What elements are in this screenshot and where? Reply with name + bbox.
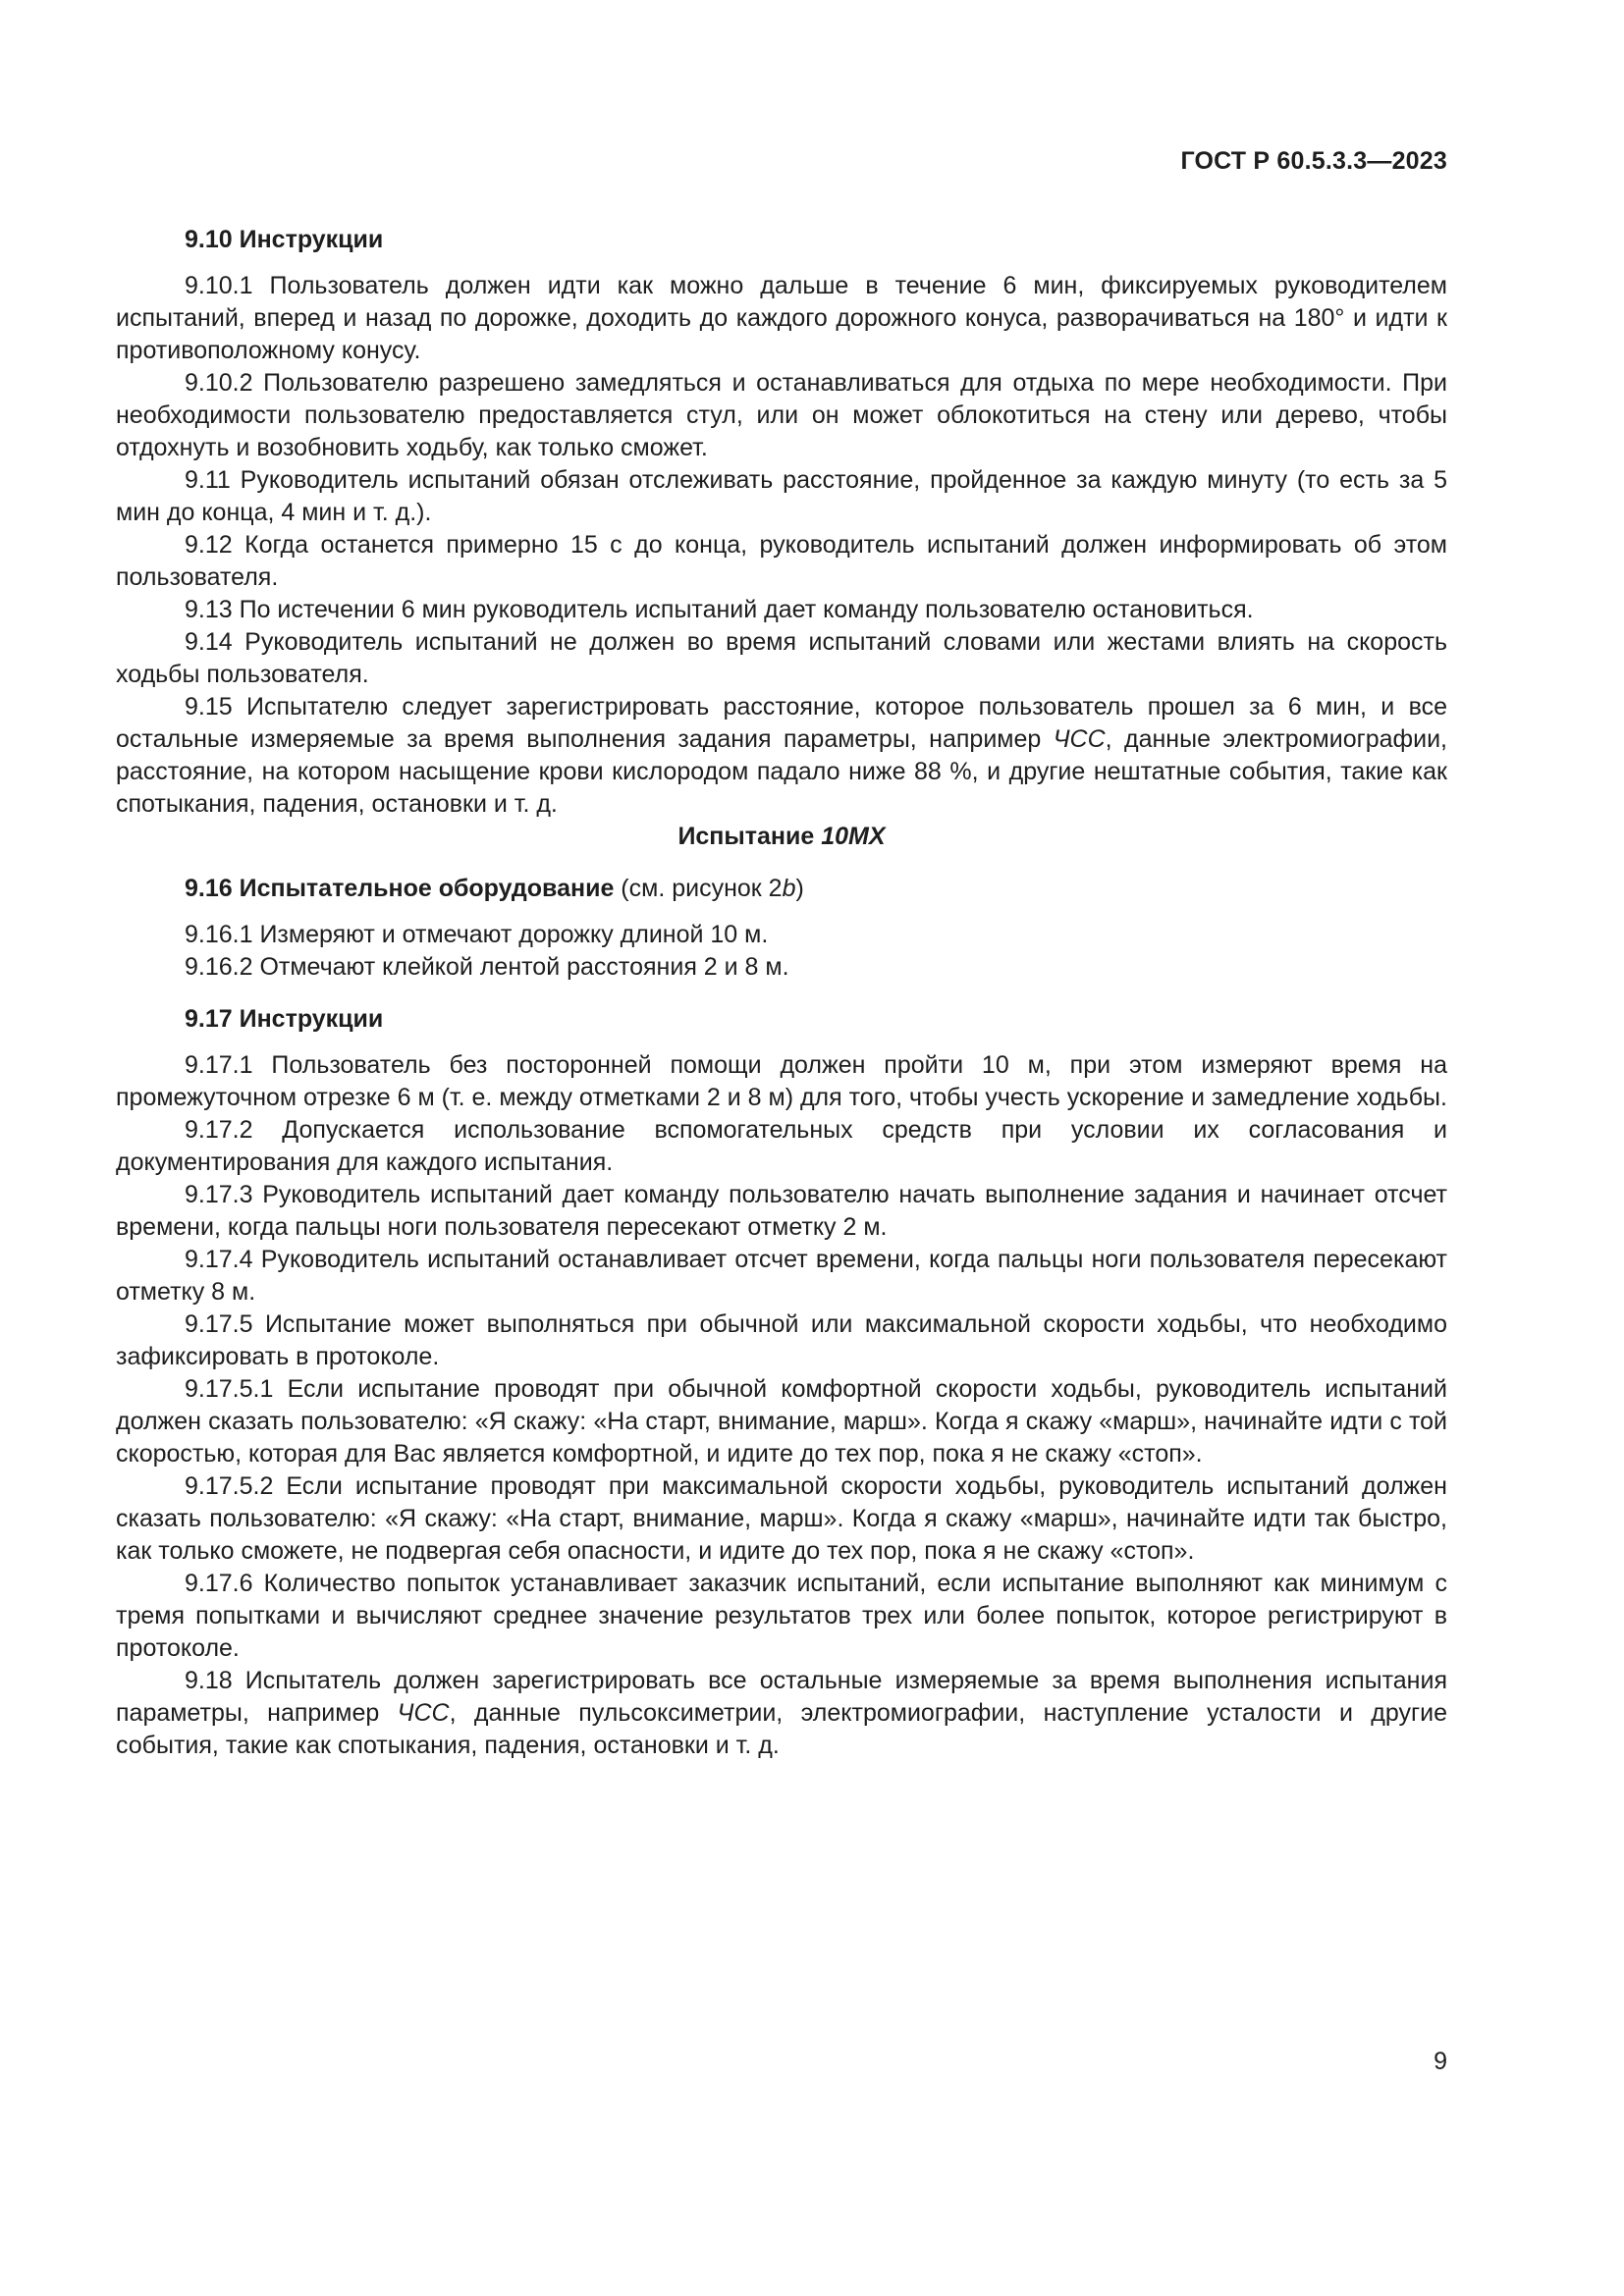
heading-9-16 [116,873,1447,905]
paragraph-9-16-1: 9.16.1 Измеряют и отмечают дорожку длиной 10 м. [185,921,769,948]
paragraph-9-13: 9.13 По истечении 6 мин руководитель испытаний дает команду пользователю остановиться. [185,596,1254,623]
paragraph-9-10-2: 9.10.2 Пользователю разрешено замедляться и останавливаться для отдыха по мере необходимости. При необходимости пользователю предоставляется стул, или он может облокотиться на стену или дерево, чтобы отдохнуть и возобновить ходьбу, как только сможет. [116,369,1447,461]
paragraph-9-17-1: 9.17.1 Пользователь без посторонней помощи должен пройти 10 м, при этом измеряют время на промежуточном отрезке 6 м (т. е. между отметками 2 и 8 м) для того, чтобы учесть ускорение и замедление ходьбы. [116,1051,1447,1111]
test-title-italic: 10МХ [821,823,886,850]
paragraph-9-12: 9.12 Когда останется примерно 15 с до конца, руководитель испытаний должен информировать об этом пользователя. [116,531,1447,591]
paragraph-9-17-4: 9.17.4 Руководитель испытаний останавливает отсчет времени, когда пальцы ноги пользователя пересекают отметку 8 м. [116,1246,1447,1306]
page-number: 9 [1434,2048,1447,2075]
paragraph-9-18-part1: 9.18 Испытатель должен зарегистрировать все остальные измеряемые за время выполнения испытания параметры, например [116,1667,1447,1727]
document-code-header: ГОСТ Р 60.5.3.3—2023 [1180,147,1447,175]
heading-9-16-bold: 9.16 Испытательное оборудование [185,875,615,902]
paragraph-9-18-part2: , данные пульсоксиметрии, электромиографии, наступление усталости и другие события, такие как спотыкания, падения, остановки и т. д. [116,1699,1447,1759]
document-page [116,0,1447,2296]
paragraph-9-16-2: 9.16.2 Отмечают клейкой лентой расстояния 2 и 8 м. [185,953,789,981]
paragraph-9-15-italic: ЧСС [1053,725,1106,753]
heading-9-16-ref-before: (см. рисунок 2 [614,875,783,902]
paragraph-9-17-5-2: 9.17.5.2 Если испытание проводят при максимальной скорости ходьбы, руководитель испытаний должен сказать пользователю: «Я скажу: «На старт, внимание, марш». Когда я скажу «марш», начинайте идти так быстро, как только сможете, не подвергая себя опасности, и идите до тех пор, пока я не скажу «стоп». [116,1472,1447,1565]
heading-9-17: 9.17 Инструкции [185,1005,384,1033]
paragraph-9-11: 9.11 Руководитель испытаний обязан отслеживать расстояние, пройденное за каждую минуту (то есть за 5 мин до конца, 4 мин и т. д.). [116,466,1447,526]
paragraph-9-15-part1: 9.15 Испытателю следует зарегистрировать расстояние, которое пользователь прошел за 6 мин, и все остальные измеряемые за время выполнения задания параметры, например [116,693,1447,753]
paragraph-9-17-3: 9.17.3 Руководитель испытаний дает команду пользователю начать выполнение задания и начинает отсчет времени, когда пальцы ноги пользователя пересекают отметку 2 м. [116,1181,1447,1241]
paragraph-9-18 [116,1665,1447,1762]
paragraph-9-14: 9.14 Руководитель испытаний не должен во время испытаний словами или жестами влиять на скорость ходьбы пользователя. [116,628,1447,688]
document-body [116,224,1447,1762]
paragraph-9-17-6: 9.17.6 Количество попыток устанавливает заказчик испытаний, если испытание выполняют как минимум с тремя попытками и вычисляют среднее значение результатов трех или более попыток, которое регистрируют в протоколе. [116,1570,1447,1662]
heading-9-16-ref-italic: b [782,875,796,902]
heading-9-16-ref-after: ) [795,875,804,902]
paragraph-9-15-part2: , данные электромиографии, расстояние, на котором насыщение крови кислородом падало ниже 88 %, и другие нештатные события, такие как спотыкания, падения, остановки и т. д. [116,725,1447,818]
paragraph-9-17-2: 9.17.2 Допускается использование вспомогательных средств при условии их согласования и документирования для каждого испытания. [116,1116,1447,1176]
paragraph-9-10-1: 9.10.1 Пользователь должен идти как можно дальше в течение 6 мин, фиксируемых руководителем испытаний, вперед и назад по дорожке, доходить до каждого дорожного конуса, разворачиваться на 180° и идти к противоположному конусу. [116,272,1447,364]
test-section-title [116,821,1447,853]
paragraph-9-15 [116,691,1447,821]
paragraph-9-17-5: 9.17.5 Испытание может выполняться при обычной или максимальной скорости ходьбы, что необходимо зафиксировать в протоколе. [116,1310,1447,1370]
paragraph-9-17-5-1: 9.17.5.1 Если испытание проводят при обычной комфортной скорости ходьбы, руководитель испытаний должен сказать пользователю: «Я скажу: «На старт, внимание, марш». Когда я скажу «марш», начинайте идти с той скоростью, которая для Вас является комфортной, и идите до тех пор, пока я не скажу «стоп». [116,1375,1447,1468]
paragraph-9-18-italic: ЧСС [397,1699,450,1727]
test-title-plain: Испытание [677,823,822,850]
heading-9-10: 9.10 Инструкции [185,226,384,253]
